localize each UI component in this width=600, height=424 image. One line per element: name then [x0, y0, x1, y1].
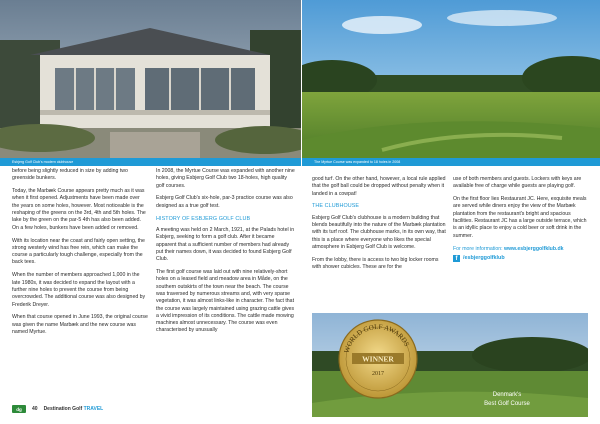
clubhouse-photo — [0, 0, 301, 158]
paragraph: The first golf course was laid out with nine relatively-short holes on a leased field and meadow area in Måde, on the southern outskirts of the town near the beach. The course was traversed by numerous streams and, with very sparse vegetation, it was almost links-like in character. The fact that the course was largely maintained using grazing cattle gives a vivid impression of its conditions. The cattle made mowing machines almost unnecessary. The course was even characterised by unusually — [156, 269, 295, 334]
clubhouse-heading: THE CLUBHOUSE — [312, 203, 360, 210]
history-heading: HISTORY OF ESBJERG GOLF CLUB — [156, 215, 251, 222]
award-line-1: Denmark's — [492, 392, 522, 398]
award-photo — [312, 313, 588, 417]
award-year: 2017 — [372, 371, 384, 377]
paragraph: With its location near the coast and fairly open setting, the strong westerly wind has free rein, which can make the course a particularly tough challenge, especially from the back tees. — [12, 237, 145, 266]
paragraph: From the lobby, there is access to two big locker rooms with shower cubicles. These are for the — [312, 256, 439, 271]
award-arc-text: WORLD GOLF AWARDS — [342, 322, 411, 354]
paragraph: use of both members and guests. Lockers with keys are available free of charge while guests are playing golf. — [453, 176, 582, 190]
magazine-logo: dg — [12, 405, 26, 413]
more-info-line — [453, 246, 589, 253]
text-column-1 — [12, 168, 148, 342]
paragraph: In 2008, the Myrtue Course was expanded with another nine holes, giving Esbjerg Golf Club two 18-holes, high quality golf courses. — [156, 168, 295, 189]
text-column-3 — [312, 176, 448, 277]
course-photo — [302, 0, 600, 158]
award-ribbon-text: WINNER — [362, 354, 394, 364]
facebook-handle: /esbjerggolfklub — [463, 254, 505, 261]
page-footer — [12, 404, 103, 414]
paragraph: When that course opened in June 1993, the original course was given the name Marbæk and the new course was named Myrtue. — [12, 314, 148, 336]
caption-left — [0, 158, 301, 166]
caption-right-text: The Myrtue Course was expanded to 18 holes in 2008 — [314, 160, 401, 164]
paragraph: Esbjerg Golf Club's six-hole, par-3 practice course was also designed as a true golf test. — [156, 195, 293, 209]
magazine-name-suffix: TRAVEL — [83, 406, 104, 412]
paragraph: On the first floor lies Restaurant JC. Here, exquisite meals are served while diners enjoy the view of the Marbæk plantation from the restaurant's bright and spacious facilities. Restaurant JC has a large outside terrace, which is an idyllic place to enjoy a cold beer or soft drink in the summer. — [453, 196, 587, 239]
caption-left-text: Esbjerg Golf Club's modern clubhouse — [12, 160, 74, 164]
award-line-2: Best Golf Course — [484, 401, 530, 407]
paragraph: Today, the Marbæk Course appears pretty much as it was when it first opened. Adjustments have been made over the years on some holes, however. Most noticeable is the reshaping of the greens on the 3rd, 4th and 5th holes. The lake by the green on the par-5 4th has also been added. On a few holes, bunkers have been added or removed. — [12, 188, 146, 231]
facebook-link[interactable] — [453, 255, 589, 262]
website-link[interactable]: www.esbjerggolfklub.dk — [504, 245, 564, 252]
magazine-name — [44, 406, 104, 412]
text-column-2 — [156, 168, 296, 340]
paragraph: good turf. On the other hand, however, a local rule applied that the golf ball could be dropped without penalty when it landed in a cowpat! — [312, 176, 446, 197]
paragraph: before being slightly reduced in size by adding two greenside bunkers. — [12, 168, 128, 182]
caption-right — [302, 158, 600, 166]
text-column-4 — [453, 176, 589, 262]
page-number: 40 — [32, 406, 38, 412]
paragraph: Esbjerg Golf Club's clubhouse is a modern building that blends beautifully into the nature of the Marbæk plantation with its turf roof. The clubhouse marks, in its own way, that this is a place where everyone who likes the special atmosphere in Esbjerg Golf Club is welcome. — [312, 214, 446, 250]
facebook-icon: f — [453, 255, 460, 262]
magazine-name-main: Destination Golf — [43, 406, 83, 412]
more-info-label: For more information: — [453, 245, 505, 252]
paragraph: A meeting was held on 2 March, 1921, at the Palads hotel in Esbjerg, seeking to form a golf club. After it became apparent that a sufficient number of members had already put their names down, it was decided to found Esbjerg Golf Club. — [156, 226, 295, 263]
paragraph: When the number of members approached 1,000 in the late 1980s, it was decided to expand the layout with a further nine holes to prevent the course from being overcrowded. The additional course was also designed by Frederik Dreyer. — [12, 272, 146, 308]
